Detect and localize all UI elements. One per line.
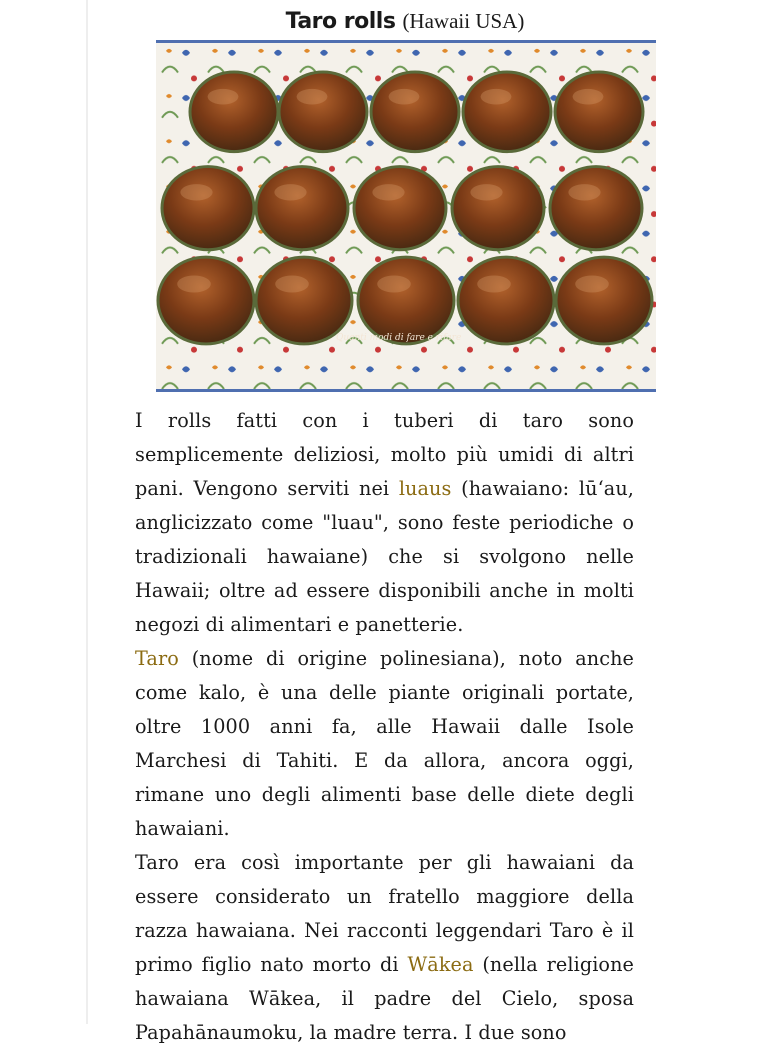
taro-rolls-illustration <box>156 43 656 389</box>
taro-roll-highlight <box>180 184 212 200</box>
taro-roll <box>190 72 278 152</box>
taro-roll-highlight <box>208 89 239 105</box>
taro-roll-highlight <box>274 184 306 200</box>
taro-roll-highlight <box>275 276 309 293</box>
taro-roll <box>256 167 348 250</box>
taro-roll <box>452 167 544 250</box>
link-luaus[interactable]: luaus <box>398 477 452 500</box>
taro-roll-highlight <box>297 89 328 105</box>
photo-watermark: Quanti modi di fare e rifare <box>336 332 462 343</box>
title-main: Taro rolls <box>285 9 396 34</box>
article-body <box>135 404 634 1050</box>
taro-roll-highlight <box>177 276 211 293</box>
taro-roll-highlight <box>389 89 420 105</box>
taro-roll <box>550 167 642 250</box>
link-taro[interactable]: Taro <box>135 647 179 670</box>
title-subtitle: (Hawaii USA) <box>402 9 525 33</box>
taro-roll <box>463 72 551 152</box>
taro-roll <box>358 257 454 344</box>
taro-roll <box>279 72 367 152</box>
paragraph-1-text-a: I rolls fatti con i tuberi di taro sono semplicemente deliziosi, molto più umidi di altri pani. Vengono serviti nei <box>135 409 634 500</box>
taro-roll <box>158 257 254 344</box>
paragraph-3 <box>135 846 634 1050</box>
taro-roll-highlight <box>372 184 404 200</box>
taro-rolls-photo <box>156 40 656 392</box>
taro-roll <box>458 257 554 344</box>
taro-roll <box>162 167 254 250</box>
page-left-rule <box>86 0 88 1024</box>
page-title <box>150 6 660 37</box>
taro-roll-highlight <box>477 276 511 293</box>
taro-roll-highlight <box>573 89 604 105</box>
paragraph-2-text: (nome di origine polinesiana), noto anche come kalo, è una delle piante originali portate, oltre 1000 anni fa, alle Hawaii dalle Isole Marchesi di Tahiti. E da allora, ancora oggi, rimane uno degli alimenti base delle diete degli hawaiani. <box>135 647 634 840</box>
paragraph-2 <box>135 642 634 846</box>
paragraph-3-text-b: (nella religione hawaiana Wākea, il padre del Cielo, sposa Papahānaumoku, la madre terra. I due sono <box>135 953 635 1044</box>
taro-roll <box>354 167 446 250</box>
link-wakea[interactable]: Wākea <box>407 953 474 976</box>
paragraph-3-text-a: Taro era così importante per gli hawaiani da essere considerato un fratello maggiore della razza hawaiana. Nei racconti leggendari Taro è il primo figlio nato morto di <box>135 851 634 976</box>
taro-roll-highlight <box>470 184 502 200</box>
taro-roll <box>371 72 459 152</box>
taro-roll-highlight <box>568 184 600 200</box>
paragraph-1 <box>135 404 634 642</box>
paragraph-1-text-b: (hawaiano: lūʻau, anglicizzato come "luau", sono feste periodiche o tradizionali hawaiane) che si svolgono nelle Hawaii; oltre ad essere disponibili anche in molti negozi di alimentari e panetterie. <box>135 477 634 636</box>
taro-roll-highlight <box>481 89 512 105</box>
taro-roll <box>256 257 352 344</box>
taro-roll-highlight <box>575 276 609 293</box>
taro-roll <box>555 72 643 152</box>
taro-roll <box>556 257 652 344</box>
taro-roll-highlight <box>377 276 411 293</box>
